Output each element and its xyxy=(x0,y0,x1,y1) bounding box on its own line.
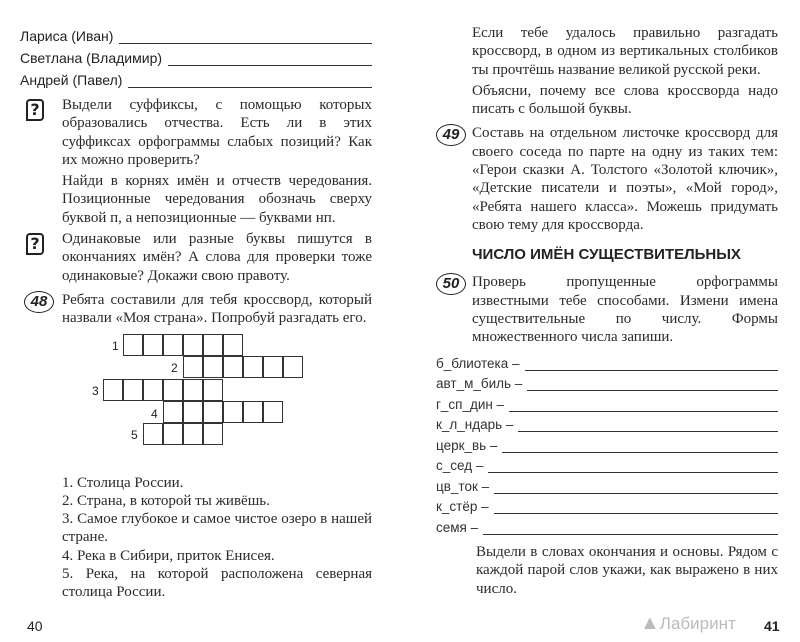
crossword-grid xyxy=(62,334,372,474)
name-line xyxy=(20,66,372,88)
crossword-cell[interactable] xyxy=(183,356,203,378)
exercise-number: 48 xyxy=(24,291,54,313)
exercise-text: Составь на отдельном листочке кроссворд для своего соседа по парте на одну из таких тем: «Герои сказки А. Толстого «Золотой ключик», «Детские писатели и поэты», «Мой город», «Ребята нашего класса». Можешь придумать свою тему для кроссворда. xyxy=(472,125,778,233)
word-label: г_сп_дин – xyxy=(436,396,505,412)
word-label: цв_ток – xyxy=(436,478,490,494)
clue: 3. Самое глубокое и самое чистое озеро в нашей стране. xyxy=(62,511,372,546)
clue: 2. Страна, в которой ты живёшь. xyxy=(62,492,270,509)
question-text: Найди в корнях имён и отчеств чередования. Позиционные чередования обозначь сверху буквой п, а непозиционные — буквами нп. xyxy=(62,173,372,226)
word-label: б_блиотека – xyxy=(436,355,520,371)
answer-line[interactable] xyxy=(483,524,778,535)
right-page xyxy=(436,24,778,598)
answer-line[interactable] xyxy=(494,503,778,514)
word-label: авт_м_биль – xyxy=(436,376,523,392)
paragraph: Объясни, почему все слова кроссворда надо писать с большой буквы. xyxy=(472,82,778,118)
crossword-cell[interactable] xyxy=(143,379,163,401)
name-line xyxy=(20,22,372,44)
crossword-cell[interactable] xyxy=(163,423,183,445)
crossword-cell[interactable] xyxy=(183,334,203,356)
answer-line[interactable] xyxy=(128,75,372,88)
exercise-48 xyxy=(20,291,372,602)
left-page xyxy=(20,22,372,602)
clue: 5. Река, на которой расположена северная столица России. xyxy=(62,566,372,601)
question-text: Одинаковые или разные буквы пишутся в окончаниях имён? А слова для проверки тоже одинаковые? Докажи свою правоту. xyxy=(62,231,372,284)
crossword-label: 1 xyxy=(112,338,119,353)
paragraph: Если тебе удалось правильно разгадать кроссворд, в одном из вертикальных столбиков ты прочтёшь название великой русской реки. xyxy=(472,25,778,78)
word-label: церк_вь – xyxy=(436,437,498,453)
answer-line[interactable] xyxy=(168,53,372,66)
answer-line[interactable] xyxy=(525,360,778,371)
answer-line[interactable] xyxy=(509,401,778,412)
crossword-cell[interactable] xyxy=(183,379,203,401)
word-label: к_стёр – xyxy=(436,499,489,515)
word-row xyxy=(436,473,778,494)
exercise-text: Выдели в словах окончания и основы. Рядом с каждой парой слов укажи, как выражено в них число. xyxy=(476,543,778,597)
answer-line[interactable] xyxy=(527,380,778,391)
name-label: Лариса (Иван) xyxy=(20,28,114,44)
crossword-cell[interactable] xyxy=(143,334,163,356)
word-row xyxy=(436,453,778,474)
question-text: Выдели суффиксы, с помощью которых образовались отчества. Есть ли в этих суффиксах орфограммы слабых позиций? Как их можно проверить? xyxy=(62,97,372,168)
word-row xyxy=(436,432,778,453)
watermark-logo xyxy=(640,612,736,635)
word-row xyxy=(436,391,778,412)
crossword-cell[interactable] xyxy=(163,334,183,356)
crossword-cell[interactable] xyxy=(163,401,183,423)
question-block xyxy=(20,230,372,285)
section-heading: ЧИСЛО ИМЁН СУЩЕСТВИТЕЛЬНЫХ xyxy=(472,246,741,264)
clue: 4. Река в Сибири, приток Енисея. xyxy=(62,547,275,564)
exercise-number: 50 xyxy=(436,273,466,295)
crossword-cell[interactable] xyxy=(283,356,303,378)
exercise-text: Ребята составили для тебя кроссворд, который назвали «Моя страна». Попробуй разгадать его. xyxy=(62,291,372,327)
exercise-number: 49 xyxy=(436,124,466,146)
crossword-cell[interactable] xyxy=(183,423,203,445)
crossword-cell[interactable] xyxy=(143,423,163,445)
crossword-cell[interactable] xyxy=(103,379,123,401)
crossword-label: 4 xyxy=(151,406,158,421)
paragraph-block xyxy=(436,24,778,118)
word-row xyxy=(436,412,778,433)
crossword-label: 5 xyxy=(131,427,138,442)
answer-line[interactable] xyxy=(119,31,372,44)
word-list xyxy=(436,350,778,535)
answer-line[interactable] xyxy=(518,421,778,432)
name-line xyxy=(20,44,372,66)
word-row xyxy=(436,514,778,535)
question-block xyxy=(20,96,372,227)
crossword-cell[interactable] xyxy=(203,379,223,401)
crossword-cell[interactable] xyxy=(203,356,223,378)
name-label: Андрей (Павел) xyxy=(20,72,123,88)
word-label: к_л_ндарь – xyxy=(436,417,514,433)
word-row xyxy=(436,350,778,371)
crossword-cell[interactable] xyxy=(123,334,143,356)
crossword-cell[interactable] xyxy=(243,401,263,423)
clue: 1. Столица России. xyxy=(62,474,184,491)
crossword-cell[interactable] xyxy=(183,401,203,423)
word-label: с_сед – xyxy=(436,458,484,474)
page-number: 40 xyxy=(27,618,43,634)
crossword-cell[interactable] xyxy=(203,423,223,445)
crossword-cell[interactable] xyxy=(263,401,283,423)
page-number: 41 xyxy=(764,618,780,634)
labyrinth-logo-icon: ▲ xyxy=(640,612,660,634)
answer-line[interactable] xyxy=(494,483,778,494)
crossword-cell[interactable] xyxy=(123,379,143,401)
exercise-50 xyxy=(436,273,778,346)
question-icon: ? xyxy=(26,233,44,255)
word-row xyxy=(436,494,778,515)
crossword-cell[interactable] xyxy=(223,334,243,356)
name-label: Светлана (Владимир) xyxy=(20,50,163,66)
crossword-label: 2 xyxy=(171,360,178,375)
crossword-label: 3 xyxy=(92,383,99,398)
crossword-cell[interactable] xyxy=(203,401,223,423)
exercise-50-followup xyxy=(436,543,778,598)
word-row xyxy=(436,371,778,392)
exercise-text: Проверь пропущенные орфограммы известными тебе способами. Измени имена существительные по числу. Формы множественного числа запиши. xyxy=(472,274,778,346)
crossword-cell[interactable] xyxy=(243,356,263,378)
exercise-49 xyxy=(436,124,778,234)
crossword-cell[interactable] xyxy=(223,401,243,423)
crossword-cell[interactable] xyxy=(223,356,243,378)
answer-line[interactable] xyxy=(502,442,778,453)
crossword-cell[interactable] xyxy=(263,356,283,378)
question-icon: ? xyxy=(26,99,44,121)
watermark-text: Лабиринт xyxy=(659,614,736,633)
crossword-cell[interactable] xyxy=(203,334,223,356)
crossword-cell[interactable] xyxy=(163,379,183,401)
word-label: семя – xyxy=(436,519,479,535)
answer-line[interactable] xyxy=(488,462,778,473)
